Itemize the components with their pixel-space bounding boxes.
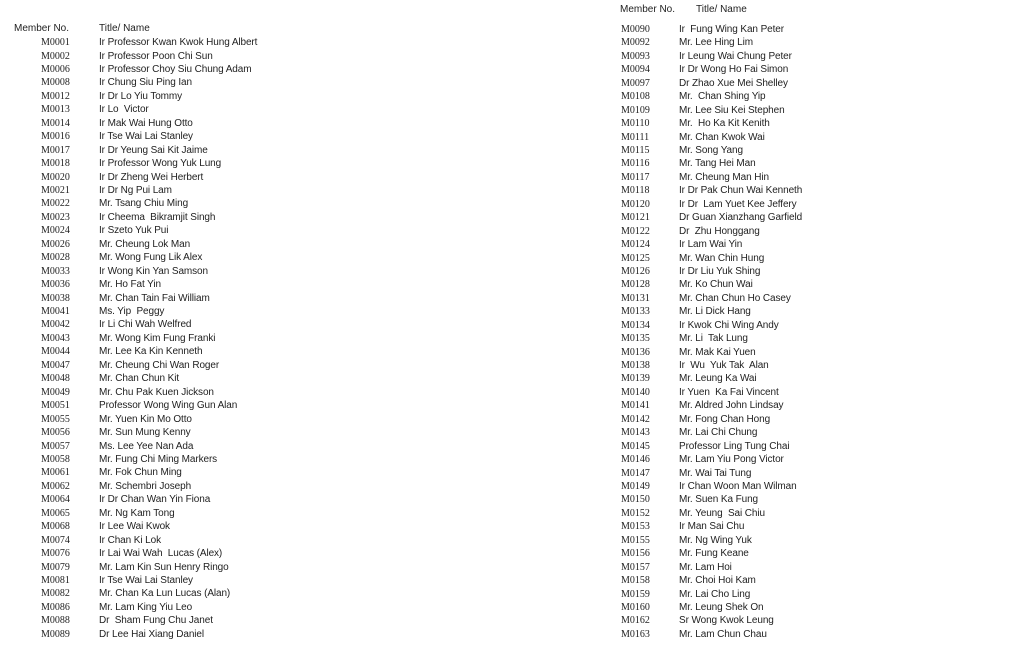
member-no-cell: M0116 (621, 158, 650, 170)
member-no-cell: M0141 (621, 400, 650, 412)
title-name-cell: Ir Dr Liu Yuk Shing (679, 265, 761, 277)
title-name-cell: Mr. Mak Kai Yuen (679, 346, 756, 358)
title-name-cell: Ir Leung Wai Chung Peter (679, 50, 792, 62)
member-no-cell: M0121 (621, 212, 650, 224)
title-name-cell: Mr. Cheung Lok Man (99, 238, 191, 250)
title-name-cell: Ir Chung Siu Ping Ian (99, 77, 192, 89)
title-name-cell: Ir Professor Choy Siu Chung Adam (99, 63, 252, 75)
left-header-title-name: Title/ Name (99, 23, 150, 34)
title-name-cell: Mr. Cheung Man Hin (679, 171, 769, 183)
title-name-cell: Mr. Tsang Chiu Ming (99, 198, 189, 210)
title-name-cell: Mr. Lee Siu Kei Stephen (679, 104, 785, 116)
title-name-cell: Ir Man Sai Chu (679, 521, 745, 533)
title-name-cell: Ir Yuen Ka Fai Vincent (679, 386, 779, 398)
member-no-cell: M0158 (621, 575, 650, 586)
title-name-cell: Ir Kwok Chi Wing Andy (679, 319, 779, 331)
title-name-cell: Mr. Yeung Sai Chiu (679, 507, 765, 519)
title-name-cell: Mr. Lee Ka Kin Kenneth (99, 346, 203, 358)
title-name-cell: Ir Chan Woon Man Wilman (679, 481, 797, 492)
title-name-cell: Ir Dr Lam Yuet Kee Jeffery (679, 198, 797, 210)
title-name-cell: Mr. Fung Keane (679, 548, 749, 560)
title-name-cell: Mr. Lam King Yiu Leo (99, 601, 193, 613)
title-name-cell: Ir Lo Victor (99, 104, 149, 116)
member-no-cell: M0128 (621, 279, 650, 291)
member-no-cell: M0136 (621, 346, 650, 358)
title-name-cell: Mr. Fok Chun Ming (99, 467, 182, 479)
title-name-cell: Mr. Wong Fung Lik Alex (99, 252, 203, 264)
member-no-cell: M0017 (41, 144, 70, 156)
title-name-cell: Mr. Fung Chi Ming Markers (99, 453, 218, 465)
member-no-cell: M0138 (621, 360, 650, 371)
member-no-cell: M0022 (41, 198, 70, 210)
member-no-cell: M0024 (41, 225, 70, 237)
member-no-cell: M0016 (41, 131, 70, 143)
title-name-cell: Mr. Lai Chi Chung (679, 427, 758, 439)
title-name-cell: Mr. Fong Chan Hong (679, 413, 771, 425)
title-name-cell: Mr. Cheung Chi Wan Roger (99, 359, 220, 371)
title-name-cell: Ir Dr Pak Chun Wai Kenneth (679, 185, 803, 197)
member-no-cell: M0135 (621, 333, 650, 345)
title-name-cell: Ir Tse Wai Lai Stanley (99, 575, 193, 586)
member-no-cell: M0117 (621, 171, 650, 183)
member-no-cell: M0131 (621, 292, 650, 304)
title-name-cell: Mr. Tang Hei Man (679, 158, 756, 170)
member-no-cell: M0092 (621, 37, 650, 49)
right-header-title-name: Title/ Name (696, 4, 747, 15)
member-no-cell: M0125 (621, 252, 650, 264)
member-no-cell: M0002 (41, 50, 70, 62)
title-name-cell: Ir Dr Zheng Wei Herbert (99, 171, 204, 183)
title-name-cell: Mr. Choi Hoi Kam (679, 575, 756, 586)
member-no-cell: M0133 (621, 306, 650, 318)
title-name-cell: Mr. Chu Pak Kuen Jickson (99, 386, 214, 398)
member-no-cell: M0065 (41, 507, 70, 519)
member-no-cell: M0042 (41, 319, 70, 331)
member-no-cell: M0140 (621, 386, 650, 398)
title-name-cell: Mr. Lam Kin Sun Henry Ringo (99, 561, 229, 573)
member-no-cell: M0124 (621, 239, 650, 250)
member-no-cell: M0028 (41, 252, 70, 264)
title-name-cell: Ir Dr Yeung Sai Kit Jaime (99, 144, 208, 156)
member-no-cell: M0157 (621, 561, 650, 573)
title-name-cell: Mr. Lee Hing Lim (679, 37, 753, 49)
member-no-cell: M0145 (621, 440, 650, 452)
title-name-cell: Dr Sham Fung Chu Janet (99, 615, 213, 627)
member-no-cell: M0155 (621, 534, 650, 546)
member-no-cell: M0162 (621, 615, 650, 627)
title-name-cell: Ir Dr Ng Pui Lam (99, 184, 172, 196)
title-name-cell: Ir Wong Kin Yan Samson (99, 265, 208, 277)
title-name-cell: Mr. Ng Wing Yuk (679, 534, 752, 546)
title-name-cell: Ir Dr Wong Ho Fai Simon (679, 64, 789, 76)
member-no-cell: M0076 (41, 548, 70, 560)
title-name-cell: Dr Zhu Honggang (679, 225, 760, 237)
title-name-cell: Ms. Lee Yee Nan Ada (99, 440, 194, 452)
title-name-cell: Mr. Sun Mung Kenny (99, 427, 191, 438)
member-no-cell: M0048 (41, 373, 70, 385)
title-name-cell: Mr. Wai Tai Tung (679, 467, 752, 479)
title-name-cell: Mr. Aldred John Lindsay (679, 400, 784, 412)
title-name-cell: Ir Tse Wai Lai Stanley (99, 131, 193, 143)
member-no-cell: M0061 (41, 467, 70, 479)
title-name-cell: Mr. Lam Chun Chau (679, 628, 767, 640)
member-no-cell: M0051 (41, 400, 70, 412)
member-no-cell: M0021 (41, 184, 70, 196)
title-name-cell: Mr. Ng Kam Tong (99, 507, 175, 519)
title-name-cell: Ir Fung Wing Kan Peter (679, 24, 784, 35)
left-header-member-no: Member No. (14, 23, 70, 34)
member-no-cell: M0018 (41, 158, 70, 170)
member-no-cell: M0143 (621, 427, 650, 439)
member-no-cell: M0142 (621, 413, 650, 425)
member-no-cell: M0012 (41, 90, 70, 102)
title-name-cell: Mr. Ko Chun Wai (679, 279, 753, 291)
member-no-cell: M0079 (41, 561, 70, 573)
member-no-cell: M0108 (621, 91, 650, 103)
member-no-cell: M0055 (41, 413, 70, 425)
member-no-cell: M0153 (621, 521, 650, 533)
member-no-cell: M0026 (41, 238, 70, 250)
title-name-cell: Professor Wong Wing Gun Alan (99, 400, 238, 412)
member-no-cell: M0020 (41, 171, 70, 183)
title-name-cell: Ir Chan Ki Lok (99, 534, 161, 546)
member-no-cell: M0049 (41, 386, 70, 398)
right-header-member-no: Member No. (620, 4, 676, 15)
member-no-cell: M0149 (621, 481, 650, 492)
member-no-cell: M0058 (41, 453, 70, 465)
title-name-cell: Mr. Suen Ka Fung (679, 494, 759, 506)
member-no-cell: M0041 (41, 306, 70, 317)
title-name-cell: Mr. Chan Kwok Wai (679, 131, 765, 143)
member-no-cell: M0033 (41, 265, 70, 277)
title-name-cell: Ir Professor Kwan Kwok Hung Albert (99, 37, 258, 48)
title-name-cell: Dr Guan Xianzhang Garfield (679, 212, 803, 224)
member-no-cell: M0147 (621, 467, 650, 479)
title-name-cell: Dr Zhao Xue Mei Shelley (679, 77, 788, 89)
title-name-cell: Ir Lee Wai Kwok (99, 521, 170, 533)
member-no-cell: M0109 (621, 104, 650, 116)
title-name-cell: Mr. Wong Kim Fung Franki (99, 332, 216, 344)
member-no-cell: M0093 (621, 50, 650, 62)
title-name-cell: Professor Ling Tung Chai (679, 440, 790, 452)
title-name-cell: Mr. Lam Yiu Pong Victor (679, 454, 784, 466)
title-name-cell: Ir Dr Lo Yiu Tommy (99, 90, 183, 102)
title-name-cell: Mr. Ho Fat Yin (99, 279, 161, 291)
member-no-cell: M0001 (41, 37, 70, 48)
title-name-cell: Ir Dr Chan Wan Yin Fiona (99, 494, 211, 506)
member-no-cell: M0062 (41, 480, 70, 492)
title-name-cell: Mr. Yuen Kin Mo Otto (99, 413, 192, 425)
title-name-cell: Mr. Leung Ka Wai (679, 373, 757, 385)
member-no-cell: M0056 (41, 427, 70, 438)
title-name-cell: Mr. Lam Hoi (679, 561, 732, 573)
title-name-cell: Mr. Ho Ka Kit Kenith (679, 118, 770, 130)
member-no-cell: M0139 (621, 373, 650, 385)
title-name-cell: Ir Lai Wai Wah Lucas (Alex) (99, 548, 223, 560)
title-name-cell: Sr Wong Kwok Leung (679, 615, 774, 627)
member-no-cell: M0082 (41, 588, 70, 600)
title-name-cell: Ir Li Chi Wah Welfred (99, 319, 192, 331)
title-name-cell: Mr. Wan Chin Hung (679, 252, 765, 264)
member-no-cell: M0047 (41, 359, 70, 371)
member-no-cell: M0156 (621, 548, 650, 560)
title-name-cell: Mr. Song Yang (679, 145, 743, 156)
member-no-cell: M0110 (621, 118, 650, 130)
member-no-cell: M0074 (41, 534, 70, 546)
member-no-cell: M0118 (621, 185, 650, 197)
title-name-cell: Mr. Leung Shek On (679, 601, 764, 613)
member-no-cell: M0089 (41, 628, 70, 640)
title-name-cell: Mr. Chan Shing Yip (679, 91, 766, 103)
title-name-cell: Ir Cheema Bikramjit Singh (99, 211, 216, 223)
member-no-cell: M0152 (621, 507, 650, 519)
title-name-cell: Mr. Li Dick Hang (679, 306, 751, 318)
member-no-cell: M0146 (621, 454, 650, 466)
member-no-cell: M0090 (621, 24, 650, 35)
member-no-cell: M0038 (41, 292, 70, 304)
title-name-cell: Ir Lam Wai Yin (679, 239, 743, 250)
member-no-cell: M0126 (621, 265, 650, 277)
member-no-cell: M0094 (621, 64, 650, 76)
member-no-cell: M0160 (621, 601, 650, 613)
member-no-cell: M0111 (621, 131, 650, 143)
title-name-cell: Ir Professor Wong Yuk Lung (99, 158, 222, 170)
title-name-cell: Mr. Schembri Joseph (99, 480, 192, 492)
member-no-cell: M0036 (41, 279, 70, 291)
member-no-cell: M0134 (621, 319, 650, 331)
member-no-cell: M0081 (41, 575, 70, 586)
member-no-cell: M0150 (621, 494, 650, 506)
member-no-cell: M0120 (621, 198, 650, 210)
title-name-cell: Ir Mak Wai Hung Otto (99, 117, 193, 129)
member-no-cell: M0057 (41, 440, 70, 452)
title-name-cell: Mr. Li Tak Lung (679, 333, 748, 345)
title-name-cell: Mr. Chan Chun Ho Casey (679, 292, 791, 304)
member-no-cell: M0044 (41, 346, 70, 358)
member-no-cell: M0086 (41, 601, 70, 613)
member-no-cell: M0043 (41, 332, 70, 344)
member-no-cell: M0068 (41, 521, 70, 533)
title-name-cell: Mr. Lai Cho Ling (679, 588, 751, 600)
member-no-cell: M0023 (41, 211, 70, 223)
member-no-cell: M0008 (41, 77, 70, 89)
member-no-cell: M0097 (621, 77, 650, 89)
title-name-cell: Ir Szeto Yuk Pui (99, 225, 169, 237)
title-name-cell: Mr. Chan Tain Fai William (99, 292, 210, 304)
title-name-cell: Ms. Yip Peggy (99, 306, 165, 317)
title-name-cell: Ir Professor Poon Chi Sun (99, 50, 213, 62)
member-no-cell: M0006 (41, 63, 70, 75)
member-no-cell: M0122 (621, 225, 650, 237)
title-name-cell: Mr. Chan Chun Kit (99, 373, 180, 385)
title-name-cell: Mr. Chan Ka Lun Lucas (Alan) (99, 588, 231, 600)
member-no-cell: M0115 (621, 145, 650, 156)
member-no-cell: M0013 (41, 104, 70, 116)
title-name-cell: Ir Wu Yuk Tak Alan (679, 360, 769, 371)
member-no-cell: M0014 (41, 117, 70, 129)
member-no-cell: M0163 (621, 628, 650, 640)
member-no-cell: M0064 (41, 494, 70, 506)
member-no-cell: M0159 (621, 588, 650, 600)
title-name-cell: Dr Lee Hai Xiang Daniel (99, 628, 204, 640)
member-no-cell: M0088 (41, 615, 70, 627)
